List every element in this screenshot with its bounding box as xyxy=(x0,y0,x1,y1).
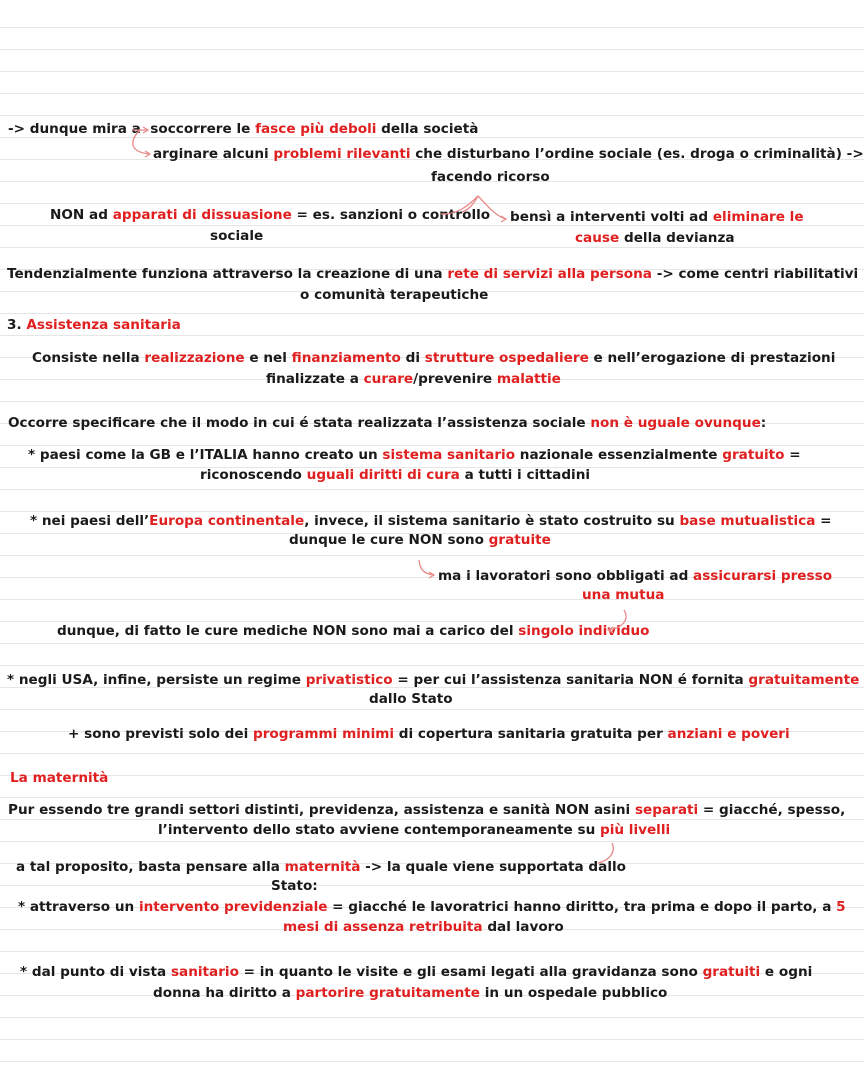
note-text: NON ad xyxy=(50,207,113,223)
highlight-text: gratuito xyxy=(722,447,785,463)
note-text: nazionale essenzialmente xyxy=(515,447,723,463)
note-text: finalizzate a xyxy=(266,371,364,387)
note-text: l’intervento dello stato avviene contemporaneamente su xyxy=(158,822,600,838)
note-text: della società xyxy=(376,121,479,137)
line-30 xyxy=(283,918,564,936)
highlight-text: malattie xyxy=(496,371,561,387)
highlight-text: problemi rilevanti xyxy=(273,146,411,162)
line-13 xyxy=(8,414,766,432)
note-text: e nel xyxy=(244,350,292,366)
note-text: riconoscendo xyxy=(200,467,307,483)
line-14 xyxy=(28,446,801,464)
arrow-mutua-icon xyxy=(419,560,434,578)
note-text: arginare alcuni xyxy=(153,146,274,162)
highlight-text: gratuiti xyxy=(702,964,761,980)
line-12 xyxy=(266,370,561,388)
line-19 xyxy=(582,586,664,604)
note-text: in un ospedale pubblico xyxy=(480,985,668,1001)
highlight-text: partorire gratuitamente xyxy=(295,985,481,1001)
highlight-text: mesi di assenza retribuita xyxy=(283,919,483,935)
highlight-text: finanziamento xyxy=(291,350,401,366)
line-3 xyxy=(431,168,550,186)
note-text: = giacché le lavoratrici hanno diritto, tra prima e dopo il parto, a xyxy=(327,899,837,915)
highlight-text: fasce più deboli xyxy=(255,121,377,137)
note-text: * dal punto di vista xyxy=(20,964,171,980)
line-22 xyxy=(369,690,453,708)
note-text: Pur essendo tre grandi settori distinti, previdenza, assistenza e sanità NON asini xyxy=(8,802,635,818)
note-text: , invece, il sistema sanitario è stato costruito su xyxy=(304,513,680,529)
note-text: soccorrere le xyxy=(140,121,256,137)
highlight-text: eliminare le xyxy=(712,209,804,225)
note-text: della devianza xyxy=(619,230,735,246)
line-11 xyxy=(32,349,835,367)
line-24 xyxy=(10,769,108,787)
line-15 xyxy=(200,466,590,484)
highlight-text: intervento previdenziale xyxy=(138,899,328,915)
note-text: 3. xyxy=(7,317,27,333)
note-text: = giacché, spesso, xyxy=(698,802,846,818)
note-text: = in quanto le visite e gli esami legati alla gravidanza sono xyxy=(238,964,703,980)
highlight-text: anziani e poveri xyxy=(667,726,790,742)
highlight-text: più livelli xyxy=(599,822,671,838)
note-text: * paesi come la GB e l’ITALIA hanno creato un xyxy=(28,447,383,463)
note-text: bensì a interventi volti ad xyxy=(510,209,713,225)
line-10 xyxy=(7,316,181,334)
line-7 xyxy=(575,229,735,247)
highlight-text: singolo individuo xyxy=(518,623,650,639)
note-text: dallo Stato xyxy=(369,691,453,707)
highlight-text: strutture ospedaliere xyxy=(424,350,589,366)
highlight-text: sanitario xyxy=(170,964,239,980)
line-2 xyxy=(153,145,864,163)
highlight-text: 5 xyxy=(836,899,846,915)
line-6 xyxy=(510,208,804,226)
note-text: * negli USA, infine, persiste un regime xyxy=(7,672,306,688)
note-text: -> come centri riabilitativi xyxy=(651,266,859,282)
highlight-text: gratuitamente xyxy=(748,672,860,688)
line-28 xyxy=(271,877,318,895)
note-text: = xyxy=(784,447,801,463)
line-21 xyxy=(7,671,859,689)
highlight-text: La maternità xyxy=(10,770,109,786)
note-text: Tendenzialmente funziona attraverso la creazione di una xyxy=(7,266,448,282)
note-text: di xyxy=(400,350,425,366)
line-27 xyxy=(16,858,626,876)
highlight-text: realizzazione xyxy=(144,350,245,366)
line-4 xyxy=(50,206,490,224)
note-text: + sono previsti solo dei xyxy=(68,726,253,742)
highlight-text: Europa continentale xyxy=(149,513,305,529)
note-text: dal lavoro xyxy=(482,919,564,935)
highlight-text: non è uguale ovunque xyxy=(590,415,761,431)
note-text: Consiste nella xyxy=(32,350,145,366)
line-29 xyxy=(18,898,846,916)
note-text: * attraverso un xyxy=(18,899,139,915)
highlight-text: maternità xyxy=(284,859,361,875)
note-text: * nei paesi dell’ xyxy=(30,513,150,529)
highlight-text: curare xyxy=(363,371,414,387)
note-text: -> la quale viene supportata dallo xyxy=(360,859,626,875)
line-9 xyxy=(300,286,488,304)
note-text: ma i lavoratori sono obbligati ad xyxy=(438,568,694,584)
note-text: che disturbano l’ordine sociale (es. droga o criminalità) -> xyxy=(410,146,864,162)
note-text: donna ha diritto a xyxy=(153,985,296,1001)
highlight-text: Assistenza sanitaria xyxy=(26,317,181,333)
line-23 xyxy=(68,725,790,743)
highlight-text: separati xyxy=(634,802,699,818)
line-16 xyxy=(30,512,832,530)
highlight-text: assicurarsi presso xyxy=(693,568,833,584)
note-text: = es. sanzioni o controllo xyxy=(291,207,491,223)
line-18 xyxy=(438,567,832,585)
highlight-text: gratuite xyxy=(488,532,551,548)
line-20 xyxy=(57,622,650,640)
highlight-text: rete di servizi alla persona xyxy=(447,266,652,282)
note-text: dunque le cure NON sono xyxy=(289,532,489,548)
highlight-text: sistema sanitario xyxy=(382,447,516,463)
note-text: /prevenire xyxy=(413,371,497,387)
highlight-text: cause xyxy=(575,230,620,246)
highlight-text: privatistico xyxy=(305,672,393,688)
line-17 xyxy=(289,531,551,549)
note-text: a tal proposito, basta pensare alla xyxy=(16,859,285,875)
note-text: sociale xyxy=(210,228,264,244)
line-5 xyxy=(210,227,263,245)
line-8 xyxy=(7,265,858,283)
line-31 xyxy=(20,963,812,981)
note-text: = xyxy=(815,513,832,529)
note-text: o comunità terapeutiche xyxy=(300,287,489,303)
highlight-text: una mutua xyxy=(582,587,665,603)
highlight-text: programmi minimi xyxy=(252,726,395,742)
line-26 xyxy=(158,821,670,839)
highlight-text: uguali diritti di cura xyxy=(306,467,460,483)
note-text: Stato: xyxy=(271,878,318,894)
line-25 xyxy=(8,801,845,819)
note-text: -> dunque mira a xyxy=(8,121,141,137)
line-1 xyxy=(8,120,478,138)
note-text: a tutti i cittadini xyxy=(459,467,591,483)
line-32 xyxy=(153,984,667,1002)
note-text: e ogni xyxy=(760,964,813,980)
note-text: e nell’erogazione di prestazioni xyxy=(588,350,836,366)
highlight-text: apparati di dissuasione xyxy=(112,207,292,223)
note-text: di copertura sanitaria gratuita per xyxy=(394,726,668,742)
note-text: = per cui l’assistenza sanitaria NON é fornita xyxy=(392,672,749,688)
highlight-text: base mutualistica xyxy=(679,513,816,529)
note-text: dunque, di fatto le cure mediche NON sono mai a carico del xyxy=(57,623,519,639)
note-text: facendo ricorso xyxy=(431,169,550,185)
note-text: Occorre specificare che il modo in cui é stata realizzata l’assistenza sociale xyxy=(8,415,591,431)
note-text: : xyxy=(760,415,767,431)
